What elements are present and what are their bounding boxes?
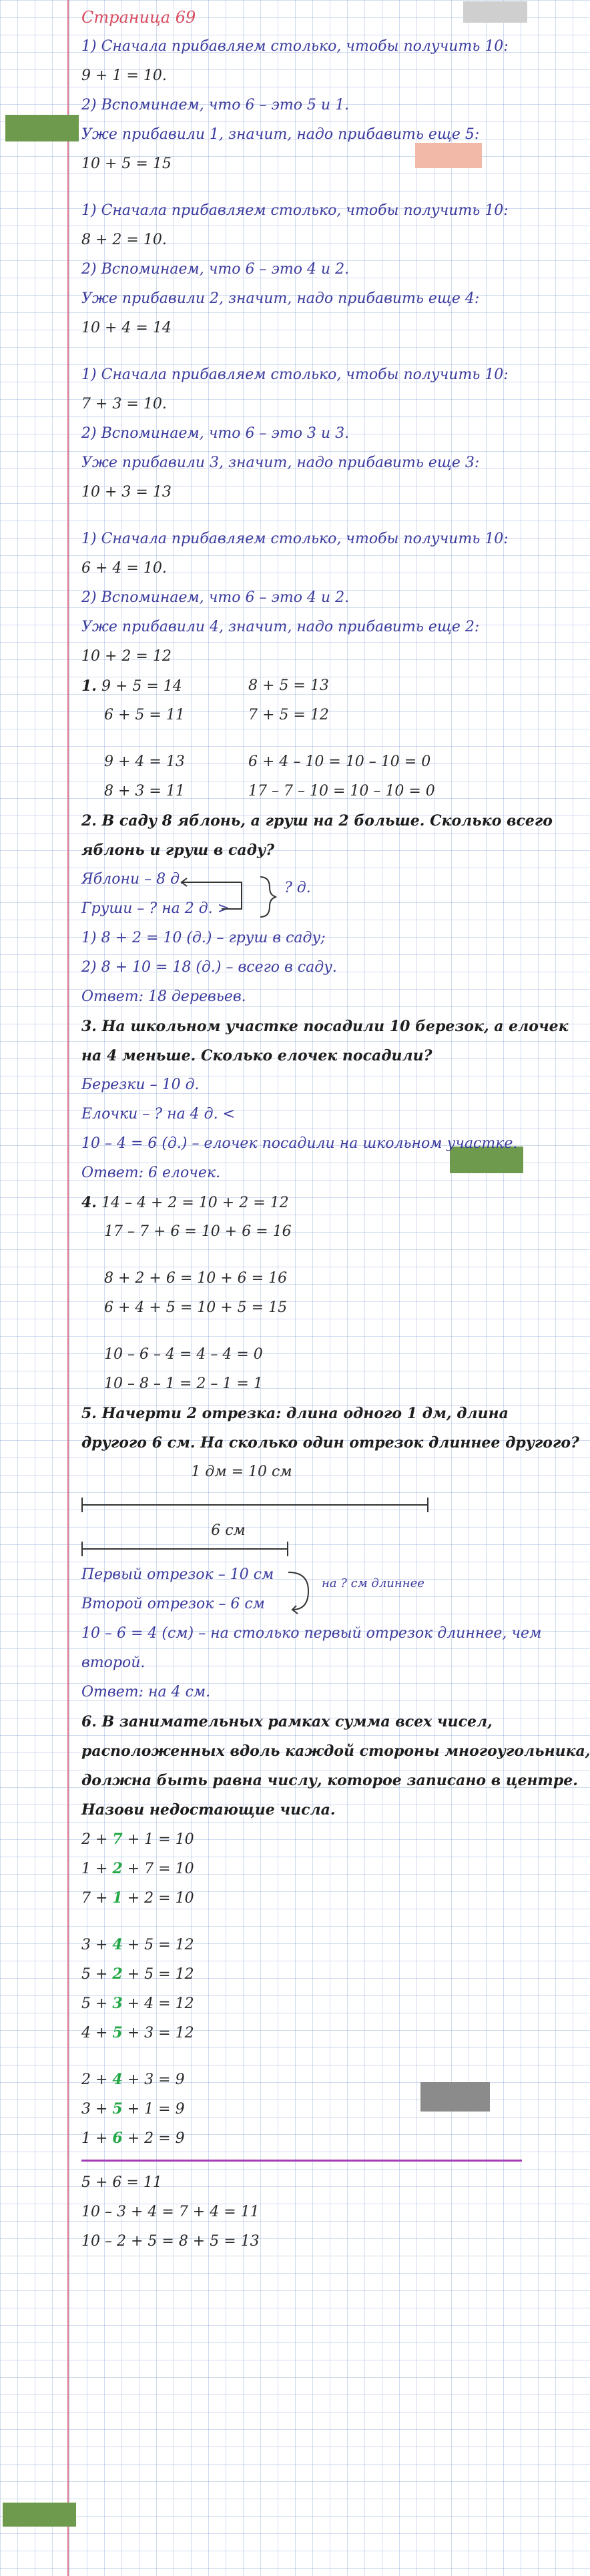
note-line: Березки – 10 д.	[81, 1076, 200, 1093]
equation: 8 + 3 = 11	[104, 783, 185, 799]
step-line: 2) Вспоминаем, что 6 – это 4 и 2.	[81, 261, 350, 278]
step-line: Уже прибавили 1, значит, надо прибавить еще 5:	[81, 126, 480, 143]
equation: 10 – 8 – 1 = 2 – 1 = 1	[104, 1375, 263, 1392]
equation: 6 + 4 + 5 = 10 + 5 = 15	[104, 1299, 288, 1316]
equation-row	[81, 747, 522, 777]
page-content	[81, 3, 590, 2256]
step-line: 1) Сначала прибавляем столько, чтобы получить 10:	[81, 202, 509, 219]
equation: 8 + 2 + 6 = 10 + 6 = 16	[104, 1270, 288, 1287]
brace-diagram	[282, 1563, 322, 1616]
intro-block	[81, 360, 522, 507]
task-question: яблонь и груш в саду?	[81, 842, 274, 859]
answer-line: Ответ: 6 елочек.	[81, 1165, 221, 1181]
watermark-patch	[3, 2503, 76, 2527]
short-note	[81, 865, 522, 924]
margin-line	[67, 0, 69, 2576]
task-question: 5. Начерти 2 отрезка: длина одного 1 дм, длина	[81, 1405, 509, 1422]
intro-block	[81, 32, 522, 179]
equation: 10 + 5 = 15	[81, 155, 172, 172]
equation: 17 – 7 – 10 = 10 – 10 = 0	[248, 783, 435, 799]
task-4	[81, 1188, 522, 1399]
step-line: 2) Вспоминаем, что 6 – это 5 и 1.	[81, 97, 350, 113]
task-number: 1.	[81, 677, 97, 695]
solution-line: 2) 8 + 10 = 18 (д.) – всего в саду.	[81, 959, 337, 976]
equation: 9 + 5 = 14	[101, 678, 182, 695]
short-note	[81, 1560, 522, 1619]
equation-row	[81, 777, 522, 806]
task-question: 2. В саду 8 яблонь, а груш на 2 больше. Сколько всего	[81, 812, 553, 830]
equation: 6 + 4 = 10.	[81, 560, 167, 577]
equation: 10 – 2 + 5 = 8 + 5 = 13	[81, 2233, 260, 2250]
step-line: 2) Вспоминаем, что 6 – это 4 и 2.	[81, 589, 350, 606]
equation: 10 + 4 = 14	[81, 320, 172, 336]
frame-equation: 2 + 7 + 1 = 10	[81, 1831, 194, 1848]
step-line: 1) Сначала прибавляем столько, чтобы получить 10:	[81, 366, 509, 383]
frame-group	[81, 1930, 522, 2047]
segment-6cm	[81, 1531, 522, 1560]
equation-row	[81, 701, 522, 730]
answer-line: Ответ: 18 деревьев.	[81, 988, 246, 1005]
note-line: Первый отрезок – 10 см	[81, 1566, 274, 1583]
equation: 17 – 7 + 6 = 10 + 6 = 16	[104, 1223, 292, 1240]
task-question: Назови недостающие числа.	[81, 1801, 336, 1819]
task-question: должна быть равна числу, которое записано в центре.	[81, 1772, 578, 1789]
step-line: Уже прибавили 2, значит, надо прибавить еще 4:	[81, 290, 480, 307]
frame-equation: 2 + 4 + 3 = 9	[81, 2071, 185, 2088]
watermark-patch	[5, 115, 79, 141]
task-question: на 4 меньше. Сколько елочек посадили?	[81, 1047, 432, 1064]
frame-equation: 1 + 2 + 7 = 10	[81, 1860, 194, 1877]
frame-group	[81, 1825, 522, 1913]
solution-line: 1) 8 + 2 = 10 (д.) – груш в саду;	[81, 930, 326, 946]
equation: 8 + 2 = 10.	[81, 232, 167, 248]
step-line: Уже прибавили 3, значит, надо прибавить еще 3:	[81, 454, 480, 471]
frame-group	[81, 2065, 522, 2153]
note-line: Елочки – ? на 4 д. <	[81, 1106, 236, 1122]
step-line: 1) Сначала прибавляем столько, чтобы получить 10:	[81, 38, 509, 55]
frame-equation: 3 + 4 + 5 = 12	[81, 1936, 194, 1953]
note-line: Яблони – 8 д.	[81, 871, 185, 888]
task-number: 4.	[81, 1194, 97, 1211]
equation: 7 + 3 = 10.	[81, 396, 167, 412]
intro-block	[81, 525, 522, 671]
frame-equation: 7 + 1 + 2 = 10	[81, 1889, 194, 1907]
segment-label: 1 дм = 10 см	[191, 1464, 292, 1480]
solution-line: второй.	[81, 1654, 145, 1671]
equation: 6 + 4 – 10 = 10 – 10 = 0	[248, 753, 431, 770]
equation: 5 + 6 = 11	[81, 2174, 162, 2191]
equation: 9 + 1 = 10.	[81, 67, 167, 84]
answer-line: Ответ: на 4 см.	[81, 1684, 211, 1700]
page-title: Страница 69	[81, 8, 196, 27]
task-6	[81, 1707, 590, 2256]
equation: 14 – 4 + 2 = 10 + 2 = 12	[101, 1195, 289, 1211]
task-5	[81, 1399, 579, 1707]
brace-label: ? д.	[284, 880, 311, 896]
equation: 8 + 5 = 13	[248, 677, 329, 694]
task-question: 6. В занимательных рамках сумма всех чисел,	[81, 1713, 493, 1730]
brace-label: на ? см длиннее	[322, 1576, 424, 1590]
equation: 10 + 2 = 12	[81, 648, 172, 665]
task-question: 3. На школьном участке посадили 10 березок, а елочек	[81, 1018, 569, 1035]
equation-row	[81, 671, 522, 701]
intro-block	[81, 196, 522, 343]
task-question: расположенных вдоль каждой стороны многоугольника,	[81, 1742, 590, 1760]
segment-label: 6 см	[211, 1522, 246, 1539]
equation: 7 + 5 = 12	[248, 707, 329, 723]
divider	[81, 2160, 522, 2162]
frame-equation: 5 + 2 + 5 = 12	[81, 1965, 194, 1983]
task-question: другого 6 см. На сколько один отрезок длиннее другого?	[81, 1434, 579, 1452]
frame-equation: 4 + 5 + 3 = 12	[81, 2024, 194, 2041]
step-line: 2) Вспоминаем, что 6 – это 3 и 3.	[81, 425, 350, 442]
equation: 9 + 4 = 13	[104, 753, 185, 770]
task-1	[81, 671, 522, 806]
task-2	[81, 806, 553, 1012]
segment-1dm	[81, 1487, 522, 1516]
equation: 10 – 6 – 4 = 4 – 4 = 0	[104, 1346, 263, 1363]
solution-line: 10 – 6 = 4 (см) – на столько первый отрезок длиннее, чем	[81, 1625, 542, 1642]
step-line: Уже прибавили 4, значит, надо прибавить еще 2:	[81, 619, 480, 635]
equation: 10 + 3 = 13	[81, 484, 172, 501]
equation: 10 – 3 + 4 = 7 + 4 = 11	[81, 2204, 260, 2220]
note-line: Второй отрезок – 6 см	[81, 1596, 265, 1612]
frame-equation: 3 + 5 + 1 = 9	[81, 2100, 185, 2118]
equation: 6 + 5 = 11	[104, 707, 185, 723]
note-line: Груши – ? на 2 д. >	[81, 900, 230, 917]
task-3	[81, 1012, 569, 1188]
solution-line: 10 – 4 = 6 (д.) – елочек посадили на школьном участке.	[81, 1135, 518, 1152]
step-line: 1) Сначала прибавляем столько, чтобы получить 10:	[81, 531, 509, 547]
frame-equation: 5 + 3 + 4 = 12	[81, 1995, 194, 2012]
frame-equation: 1 + 6 + 2 = 9	[81, 2130, 185, 2147]
